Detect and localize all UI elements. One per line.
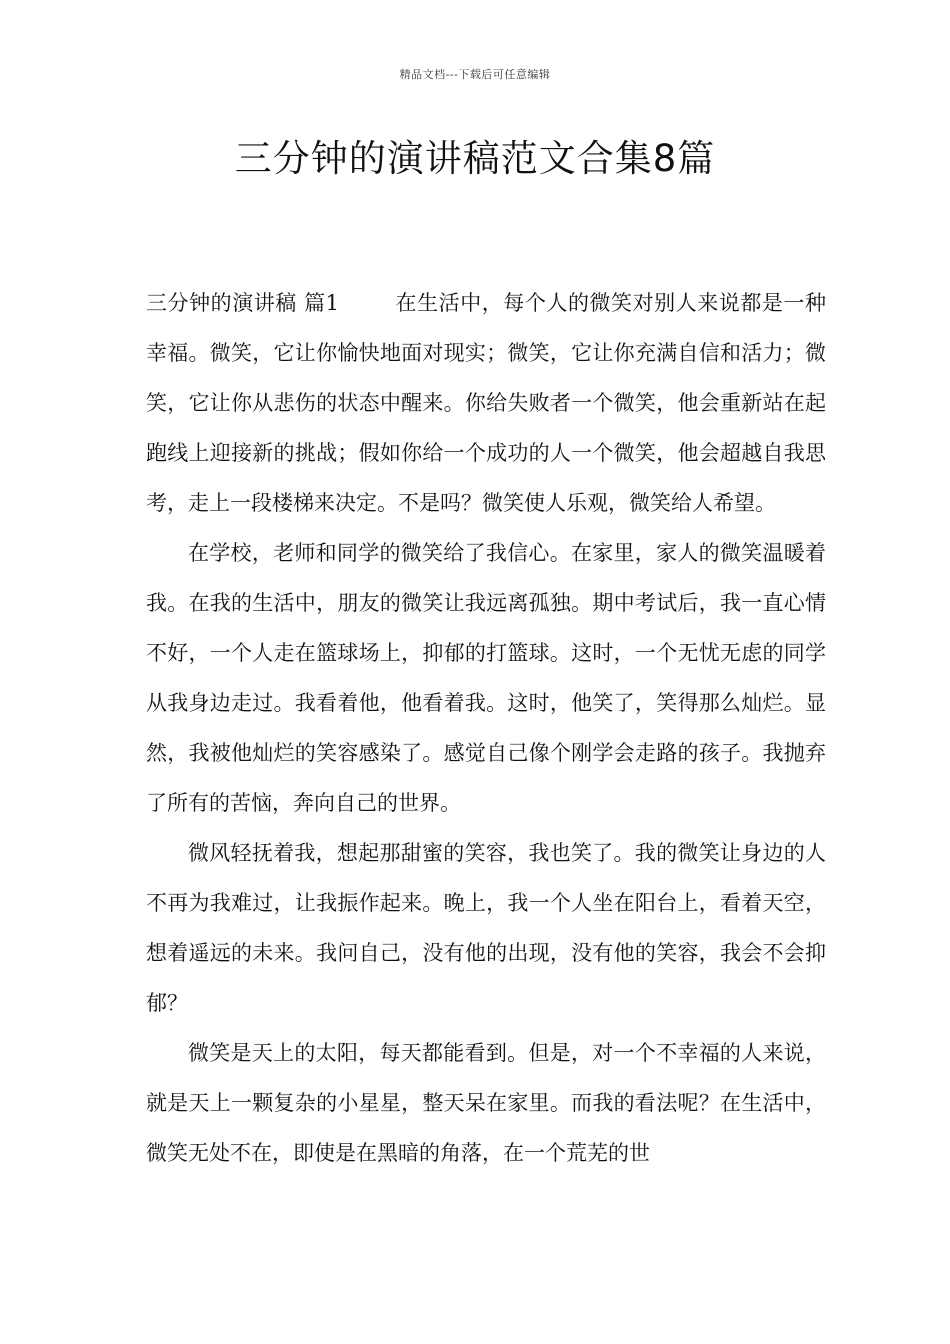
section-heading: 三分钟的演讲稿 篇1: [146, 291, 339, 315]
page-title: 三分钟的演讲稿范文合集8篇: [234, 137, 716, 180]
paragraph-1: [146, 278, 826, 528]
paragraph-3: 微风轻抚着我，想起那甜蜜的笑容，我也笑了。我的微笑让身边的人不再为我难过，让我振作起来。晚上，我一个人坐在阳台上，看着天空，想着遥远的未来。我问自己，没有他的出现，没有他的笑容，我会不会抑郁？: [146, 841, 826, 1015]
header-note: 精品文档---下载后可任意编辑: [399, 68, 551, 81]
document-body: [146, 278, 826, 1178]
paragraph-1-text: 在生活中，每个人的微笑对别人来说都是一种幸福。微笑，它让你愉快地面对现实；微笑，它让你充满自信和活力；微笑，它让你从悲伤的状态中醒来。你给失败者一个微笑，他会重新站在起跑线上迎接新的挑战；假如你给一个成功的人一个微笑，他会超越自我思考，走上一段楼梯来决定。不是吗？微笑使人乐观，微笑给人希望。: [146, 291, 827, 515]
paragraph-4: 微笑是天上的太阳，每天都能看到。但是，对一个不幸福的人来说，就是天上一颗复杂的小星星，整天呆在家里。而我的看法呢？在生活中，微笑无处不在，即使是在黑暗的角落，在一个荒芜的世: [146, 1041, 826, 1165]
paragraph-2: 在学校，老师和同学的微笑给了我信心。在家里，家人的微笑温暖着我。在我的生活中，朋友的微笑让我远离孤独。期中考试后，我一直心情不好，一个人走在篮球场上，抑郁的打篮球。这时，一个无忧无虑的同学从我身边走过。我看着他，他看着我。这时，他笑了，笑得那么灿烂。显然，我被他灿烂的笑容感染了。感觉自己像个刚学会走路的孩子。我抛弃了所有的苦恼，奔向自己的世界。: [146, 541, 826, 815]
